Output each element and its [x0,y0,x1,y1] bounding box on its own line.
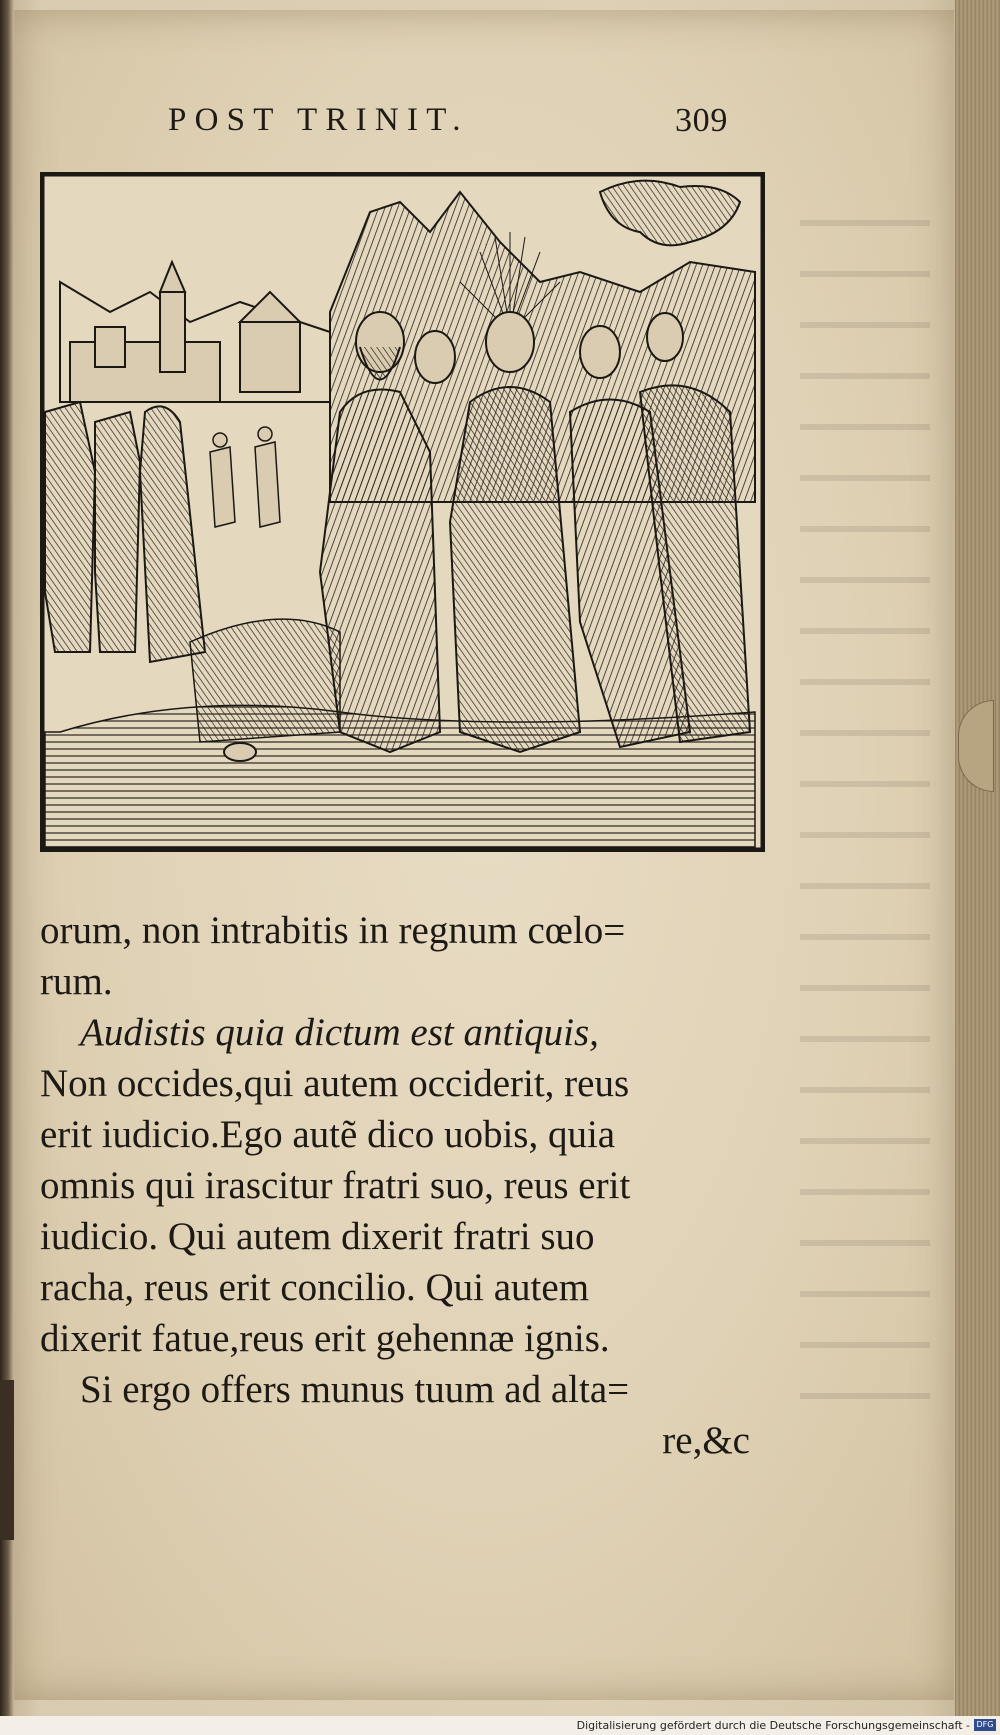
footer-credit: Digitalisierung gefördert durch die Deutsche Forschungsgemeinschaft - [576,1719,970,1732]
text-line: iudicio. Qui autem dixerit fratri suo [40,1215,595,1258]
text-line: Audistis quia dictum est antiquis, [80,1011,599,1054]
body-text [40,905,750,1466]
text-line: omnis qui irascitur fratri suo, reus erit [40,1164,631,1207]
woodcut-illustration-icon [40,172,765,852]
text-line: Non occides,qui autem occiderit, reus [40,1062,630,1105]
text-line: erit iudicio.Ego autẽ dico uobis, quia [40,1113,616,1156]
page-number: 309 [674,102,728,139]
text-line: rum. [40,960,113,1003]
running-head-title: POST TRINIT. [168,102,469,138]
catchword: re,&c [662,1419,750,1462]
text-line: Si ergo offers munus tuum ad alta= [80,1368,630,1411]
text-line: dixerit fatue,reus erit gehennæ ignis. [40,1317,610,1360]
dfg-logo-icon: DFG [974,1719,996,1731]
binding-gutter [0,1380,14,1540]
show-through-text [800,190,930,1410]
book-fore-edge [955,0,1000,1735]
text-line: orum, non intrabitis in regnum cœlo= [40,909,626,952]
text-line: racha, reus erit concilio. Qui autem [40,1266,590,1309]
digitization-footer [0,1716,1000,1735]
running-head [168,102,728,146]
